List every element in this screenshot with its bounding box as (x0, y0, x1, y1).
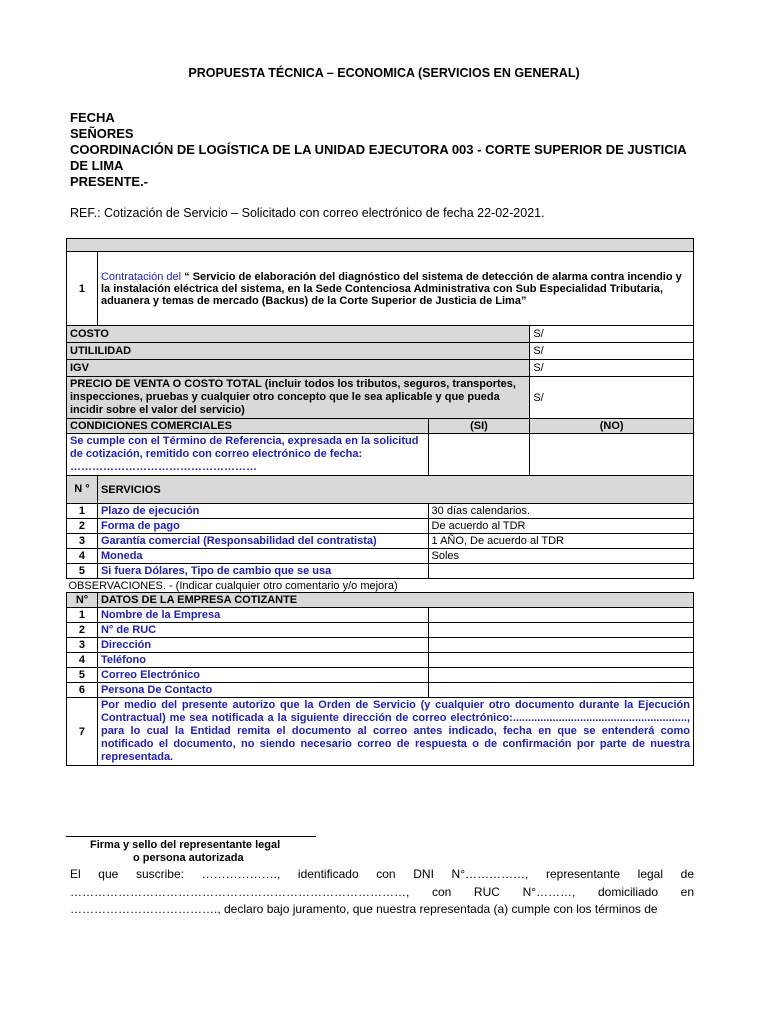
proposal-table (66, 238, 694, 766)
conditions-statement: Se cumple con el Término de Referencia, expresada en la solicitud de cotización, remitido con correo electrónico de fecha: …………………………………………… (67, 434, 429, 476)
company-row-label: Persona De Contacto (97, 683, 428, 698)
utilidad-row (67, 343, 694, 360)
service-item-value: 30 días calendarios. (428, 504, 693, 519)
observaciones-text: OBSERVACIONES. - (Indicar cualquier otro comentario y/o mejora) (68, 579, 398, 592)
authorization-row (67, 698, 694, 766)
service-item-value: De acuerdo al TDR (428, 519, 693, 534)
signature-sublabel: o persona autorizada (133, 852, 244, 864)
services-header: SERVICIOS (97, 476, 693, 504)
signature-line (66, 836, 316, 837)
service-number: 1 (67, 252, 98, 326)
service-item-label: Moneda (97, 549, 428, 564)
header-recipient: COORDINACIÓN DE LOGÍSTICA DE LA UNIDAD EJECUTORA 003 - CORTE SUPERIOR DE JUSTICIA DE LIMA (70, 142, 687, 173)
service-row (67, 252, 694, 326)
company-row (67, 668, 694, 683)
company-row-value (428, 653, 693, 668)
service-prefix: Contratación del (100, 270, 182, 283)
company-row-number: 6 (67, 683, 98, 698)
service-item-number: 1 (67, 504, 98, 519)
company-header-row (67, 593, 694, 608)
service-item-label: Forma de pago (97, 519, 428, 534)
services-header-row (67, 476, 694, 504)
declaration-paragraph: El que suscribe: ………………., identificado con DNI N°……………, representante legal de …………………………………………………………………………, con RUC N°………, domiciliado en ………………………………., declaro bajo juramento, que nuestra representada (a) cumple con los términos de (70, 867, 694, 916)
igv-value: S/ (530, 360, 694, 377)
company-row-value (428, 608, 693, 623)
service-item-row (67, 564, 694, 579)
service-item-label: Plazo de ejecución (97, 504, 428, 519)
company-row-value (428, 623, 693, 638)
document-title: PROPUESTA TÉCNICA – ECONOMICA (SERVICIOS EN GENERAL) (188, 66, 580, 80)
company-row (67, 623, 694, 638)
service-description: “ Servicio de elaboración del diagnóstico del sistema de detección de alarma contra incendio y la instalación eléctrica del sistema, en la Sede Contenciosa Administrativa con Sub Especialidad Tributaria, aduanera y temas de mercado (Backus) de la Corte Superior de Justicia de Lima” (100, 270, 682, 307)
company-row-label: Teléfono (97, 653, 428, 668)
service-item-number: 5 (67, 564, 98, 579)
company-row (67, 653, 694, 668)
company-row-label: Dirección (97, 638, 428, 653)
cost-row (67, 326, 694, 343)
authorization-text: Por medio del presente autorizo que la Orden de Servicio (y cualquier otro documento durante la Ejecución Contractual) me sea notificada a la siguiente dirección de correo electrónico:........................................................., para lo cual la Entidad remita el documento al correo antes indicado, fecha en que se entenderá como notificado el documento, no siendo necesario correo de respuesta o de confirmación por parte de nuestra representada. (97, 698, 693, 766)
service-item-row (67, 519, 694, 534)
total-label: PRECIO DE VENTA O COSTO TOTAL (incluir todos los tributos, seguros, transportes, inspecciones, pruebas y cualquier otro concepto que le sea aplicable y que pueda incidir sobre el valor del servicio) (67, 377, 530, 419)
header-fecha: FECHA (70, 110, 115, 125)
header-senores: SEÑORES (70, 126, 134, 141)
observaciones-row (67, 579, 694, 593)
company-row-number: 5 (67, 668, 98, 683)
service-item-number: 4 (67, 549, 98, 564)
conditions-no: (NO) (530, 419, 694, 434)
service-item-label: Garantía comercial (Responsabilidad del contratista) (97, 534, 428, 549)
conditions-no-cell (530, 434, 694, 476)
conditions-header: CONDICIONES COMERCIALES (67, 419, 429, 434)
company-row-label: Nombre de la Empresa (97, 608, 428, 623)
service-item-row (67, 549, 694, 564)
company-row (67, 683, 694, 698)
authorization-number: 7 (67, 698, 98, 766)
service-item-row (67, 504, 694, 519)
services-n-header: N ° (67, 476, 98, 504)
service-item-label: Si fuera Dólares, Tipo de cambio que se usa (97, 564, 428, 579)
utilidad-value: S/ (530, 343, 694, 360)
service-description-cell (97, 252, 693, 326)
company-row (67, 638, 694, 653)
reference-line: REF.: Cotización de Servicio – Solicitado con correo electrónico de fecha 22-02-2021. (70, 206, 545, 220)
company-row-value (428, 683, 693, 698)
service-item-number: 3 (67, 534, 98, 549)
igv-label: IGV (67, 360, 530, 377)
service-item-value: 1 AÑO, De acuerdo al TDR (428, 534, 693, 549)
company-row-number: 1 (67, 608, 98, 623)
service-item-value (428, 564, 693, 579)
company-row-number: 2 (67, 623, 98, 638)
cost-value: S/ (530, 326, 694, 343)
service-item-number: 2 (67, 519, 98, 534)
conditions-row (67, 434, 694, 476)
company-row-label: Correo Electrónico (97, 668, 428, 683)
top-grey-row (67, 239, 694, 252)
company-row-number: 3 (67, 638, 98, 653)
company-row-label: N° de RUC (97, 623, 428, 638)
igv-row (67, 360, 694, 377)
conditions-header-row (67, 419, 694, 434)
utilidad-label: UTILILIDAD (67, 343, 530, 360)
total-row (67, 377, 694, 419)
header-presente: PRESENTE.- (70, 174, 149, 189)
signature-label: Firma y sello del representante legal (90, 839, 281, 851)
total-value: S/ (530, 377, 694, 419)
service-item-value: Soles (428, 549, 693, 564)
company-row-value (428, 668, 693, 683)
company-row-number: 4 (67, 653, 98, 668)
conditions-si: (SI) (428, 419, 530, 434)
service-item-row (67, 534, 694, 549)
company-header: DATOS DE LA EMPRESA COTIZANTE (97, 593, 693, 608)
company-row (67, 608, 694, 623)
company-n-header: N° (67, 593, 98, 608)
company-row-value (428, 638, 693, 653)
cost-label: COSTO (67, 326, 530, 343)
conditions-si-cell (428, 434, 530, 476)
